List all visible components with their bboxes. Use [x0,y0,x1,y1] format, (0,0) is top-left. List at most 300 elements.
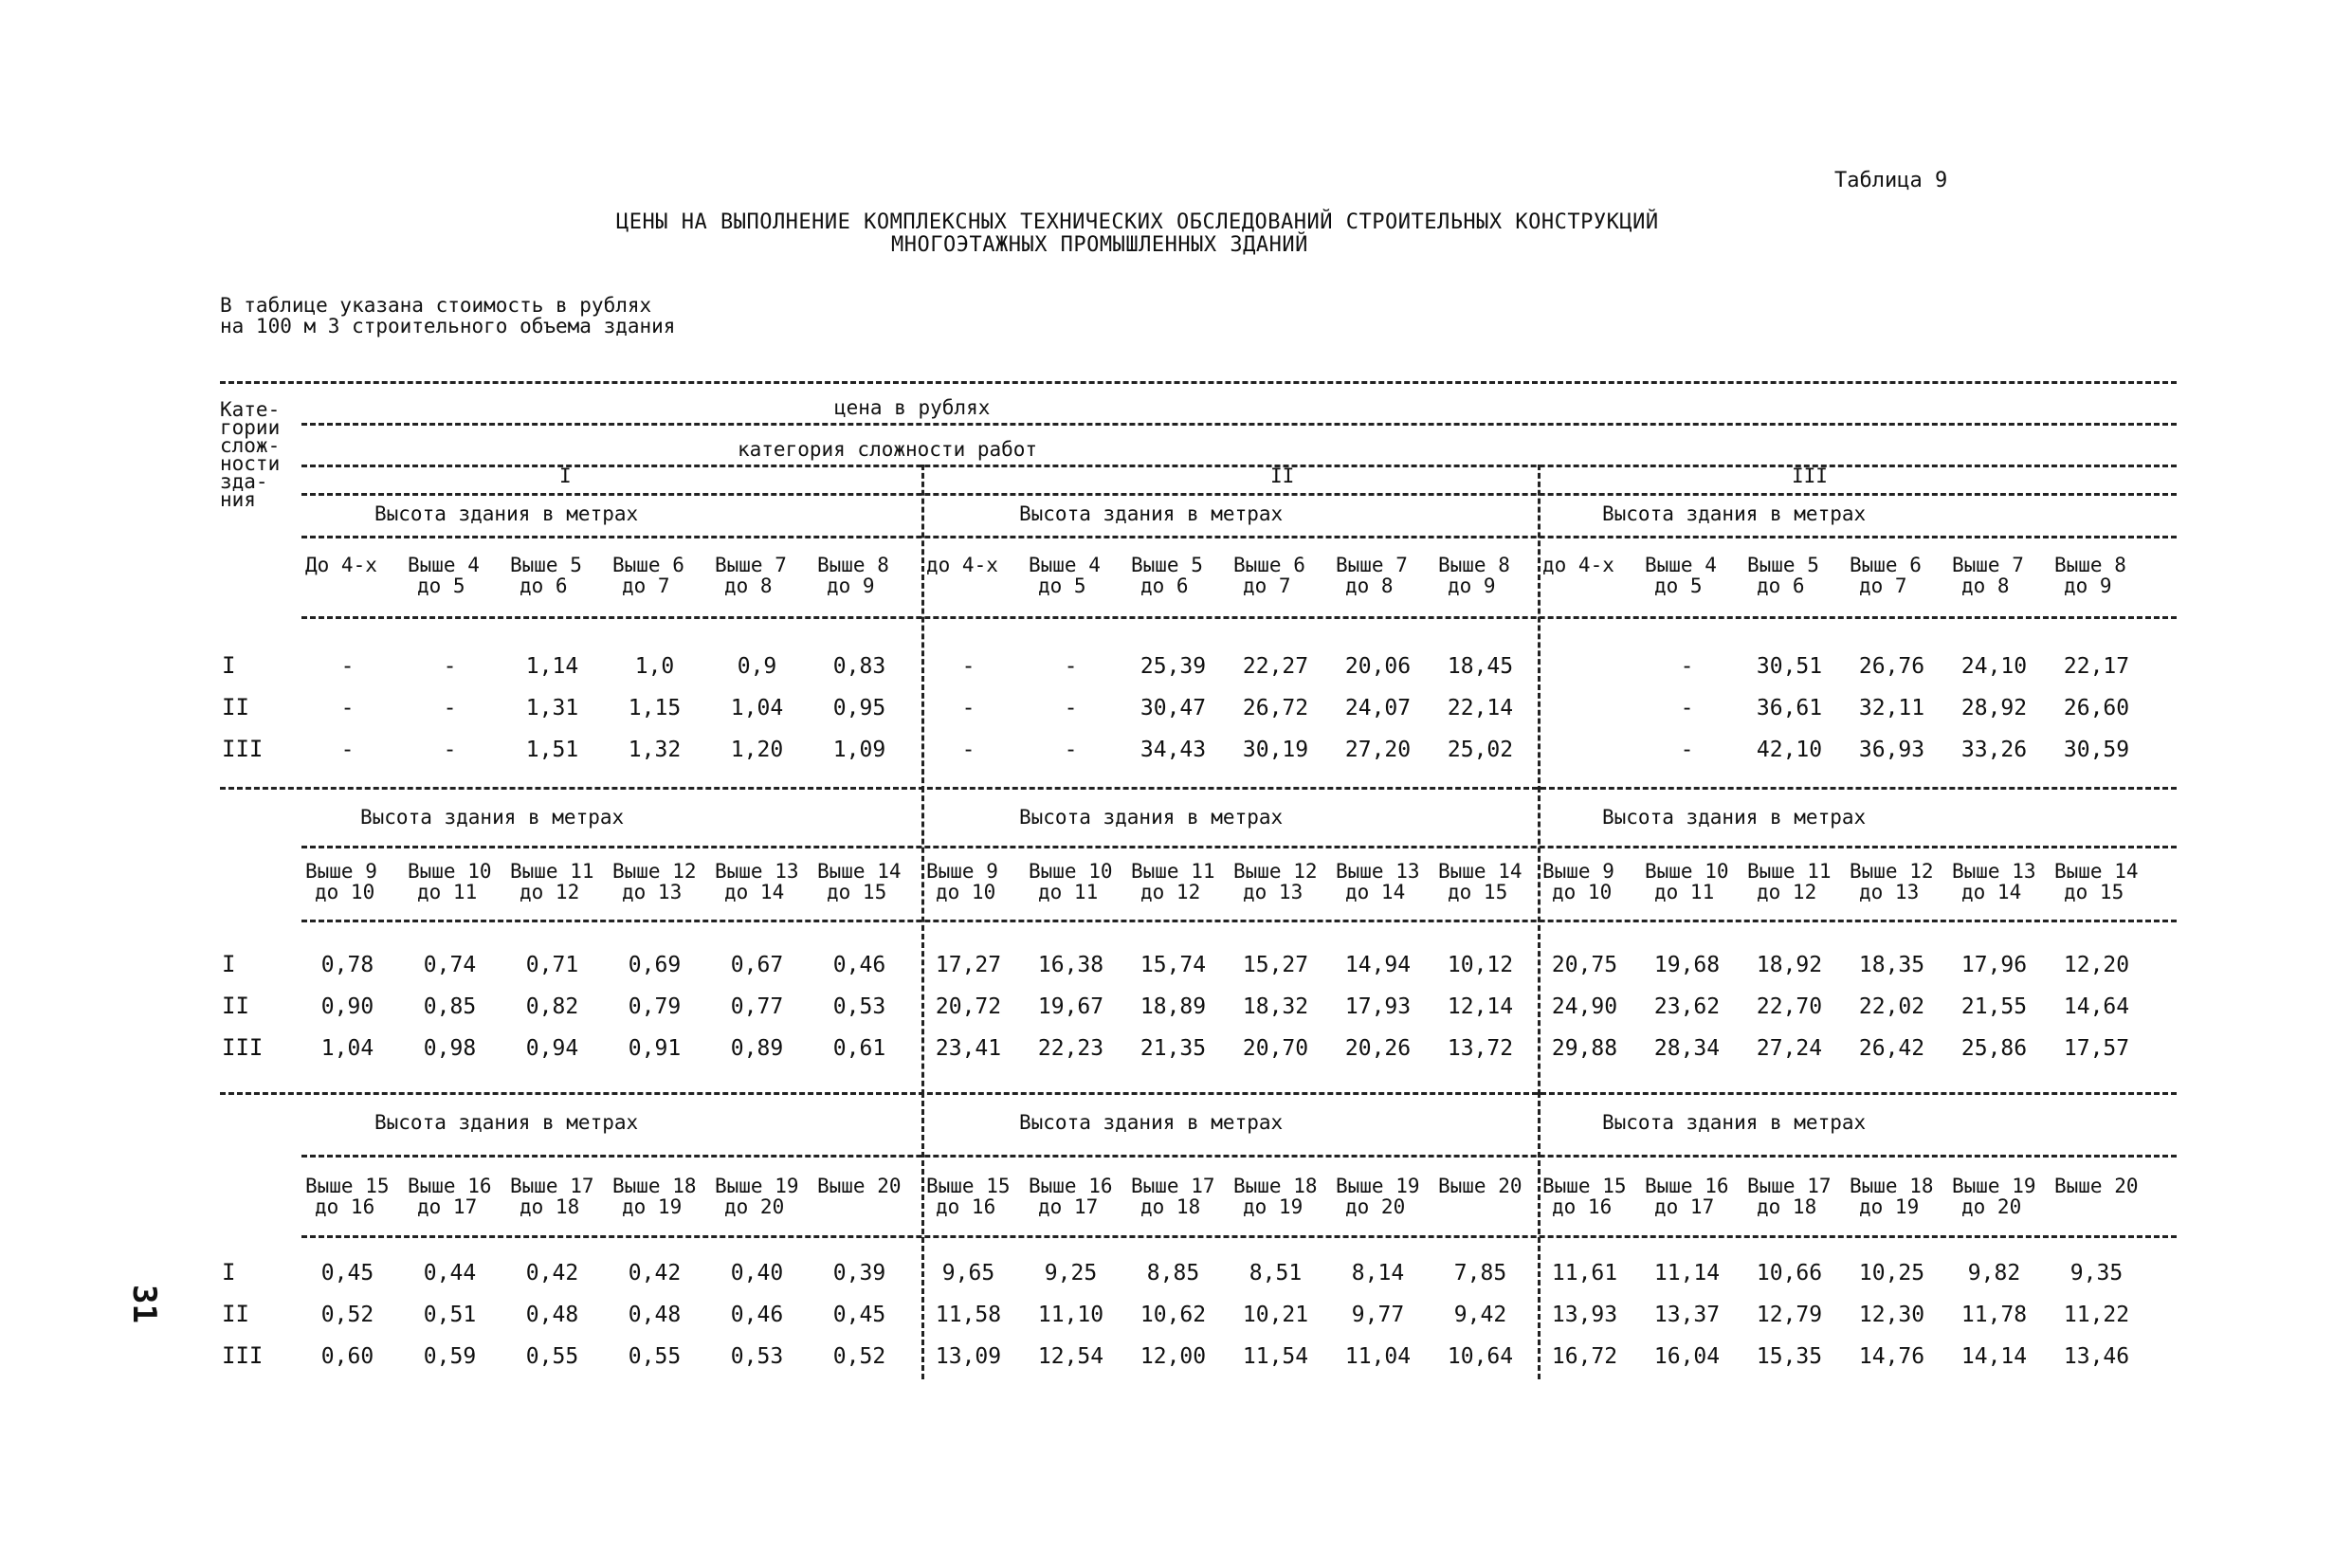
column-header-to: до 15 [827,881,887,903]
table-cell: 14,64 [2063,994,2130,1019]
column-header [715,555,810,596]
table-cell: 22,14 [1447,696,1514,720]
table-cell: 0,45 [832,1303,886,1327]
table-cell: 25,86 [1960,1036,2028,1061]
column-header-to: до 6 [520,574,568,597]
table-cell: 17,96 [1960,953,2028,977]
table-cell: 11,61 [1551,1261,1618,1285]
column-header-to: до 9 [2064,574,2112,597]
table-cell: 0,98 [423,1036,477,1061]
work-category-header: категория сложности работ [738,438,1038,461]
table-cell: 11,04 [1344,1344,1412,1369]
column-header-to: до 20 [1345,1195,1406,1218]
category-header-line: гории [220,416,281,439]
table-cell: 24,10 [1960,654,2028,679]
table-cell: 10,25 [1858,1261,1925,1285]
table-cell: - [1680,738,1694,762]
column-header [1131,861,1226,903]
column-header-from: Выше 6 [1850,554,1922,576]
height-header-rule [301,846,2177,848]
table-cell: 17,93 [1344,994,1412,1019]
height-header: Высота здания в метрах [1019,502,1284,525]
column-header-to: до 6 [1140,574,1189,597]
column-header [1850,1176,1944,1217]
column-header [1336,1176,1431,1217]
table-cell: 10,62 [1140,1303,1207,1327]
table-cell: - [1680,654,1694,679]
column-header-to: до 20 [724,1195,785,1218]
table-cell: 12,14 [1447,994,1514,1019]
column-header-to: до 14 [1961,881,2022,903]
height-header: Высота здания в метрах [1602,806,1867,829]
table-cell: 9,25 [1044,1261,1098,1285]
category-separator [1538,465,1541,792]
height-header: Высота здания в метрах [360,806,625,829]
table-cell: 20,75 [1551,953,1618,977]
table-cell: 11,54 [1242,1344,1309,1369]
column-header-to: до 5 [417,574,465,597]
table-cell: 8,51 [1249,1261,1303,1285]
table-cell: 34,43 [1140,738,1207,762]
table-cell: 18,45 [1447,654,1514,679]
column-header [1542,555,1637,575]
column-header-to: до 16 [1552,1195,1613,1218]
column-header [510,1176,605,1217]
table-cell: 0,52 [320,1303,374,1327]
table-cell: 14,94 [1344,953,1412,977]
column-header-to: до 17 [417,1195,478,1218]
column-header-to: до 19 [1859,1195,1920,1218]
column-header [1850,555,1944,596]
category-separator [1538,787,1541,1095]
table-cell: 8,14 [1351,1261,1405,1285]
table-cell: 16,38 [1037,953,1104,977]
table-cell: 33,26 [1960,738,2028,762]
column-header [2054,1176,2149,1196]
table-cell: 17,27 [935,953,1002,977]
column-header [1336,555,1431,596]
table-cell: 0,59 [423,1344,477,1369]
table-cell: 1,09 [832,738,886,762]
column-header-from: Выше 6 [612,554,684,576]
table-cell: 30,59 [2063,738,2130,762]
work-category-label: III [1792,465,1828,487]
table-cell: 13,46 [2063,1344,2130,1369]
row-label: I [222,951,236,977]
table-cell: 0,39 [832,1261,886,1285]
column-header-to: до 19 [622,1195,683,1218]
column-header-from: Выше 15 [1542,1175,1627,1197]
table-cell: 18,35 [1858,953,1925,977]
table-cell: 0,67 [730,953,784,977]
table-cell: 15,74 [1140,953,1207,977]
table-cell: 20,72 [935,994,1002,1019]
block-separator-rule [220,787,2177,790]
column-header-to: до 18 [1140,1195,1201,1218]
column-header-from: до 4-х [1542,554,1614,576]
table-cell: 0,94 [525,1036,579,1061]
table-cell: 29,88 [1551,1036,1618,1061]
column-header-to: до 11 [417,881,478,903]
column-header [1747,555,1842,596]
column-header-from: До 4-х [305,554,377,576]
table-cell: 30,19 [1242,738,1309,762]
column-header [1336,861,1431,903]
column-header-to: до 8 [1345,574,1394,597]
table-cell: - [340,738,355,762]
column-header [2054,861,2149,903]
table-cell: 0,78 [320,953,374,977]
column-header-from: Выше 16 [1645,1175,1729,1197]
column-header [1029,1176,1123,1217]
table-cell: 9,82 [1967,1261,2021,1285]
column-header [1850,861,1944,903]
column-header-to: до 13 [1859,881,1920,903]
column-header [1233,555,1328,596]
column-header [1645,1176,1740,1217]
table-cell: 12,00 [1140,1344,1207,1369]
column-header-to: до 18 [520,1195,580,1218]
table-cell: 0,95 [832,696,886,720]
table-cell: 22,23 [1037,1036,1104,1061]
category-header-line: ния [220,488,256,511]
column-header [305,1176,400,1217]
table-cell: 30,51 [1756,654,1823,679]
column-header [1438,1176,1533,1196]
column-header [408,861,502,903]
table-cell: 24,07 [1344,696,1412,720]
table-cell: 0,55 [628,1344,682,1369]
title-line-1: ЦЕНЫ НА ВЫПОЛНЕНИЕ КОМПЛЕКСНЫХ ТЕХНИЧЕСКИХ ОБСЛЕДОВАНИЙ СТРОИТЕЛЬНЫХ КОНСТРУКЦИЙ [616,210,1659,234]
column-header-from: Выше 12 [612,860,697,883]
table-cell: 0,91 [628,1036,682,1061]
table-cell: 0,45 [320,1261,374,1285]
table-cell: 1,0 [634,654,675,679]
column-header [1645,555,1740,596]
table-cell: - [340,696,355,720]
row-label: III [222,1342,264,1369]
table-cell: 26,42 [1858,1036,1925,1061]
note-line-1: В таблице указана стоимость в рублях [220,294,652,317]
column-header-from: Выше 5 [1747,554,1819,576]
column-header-to: до 12 [1140,881,1201,903]
column-header [1438,555,1533,596]
table-cell: 36,93 [1858,738,1925,762]
row-label: III [222,736,264,762]
block-separator-rule [220,1092,2177,1095]
price-header: цена в рублях [834,396,991,419]
table-cell: 0,69 [628,953,682,977]
height-header-rule [301,1155,2177,1158]
height-header: Высота здания в метрах [374,502,639,525]
table-cell: 14,76 [1858,1344,1925,1369]
table-cell: 26,72 [1242,696,1309,720]
table-cell: 9,42 [1453,1303,1507,1327]
table-cell: 17,57 [2063,1036,2130,1061]
table-cell: 25,02 [1447,738,1514,762]
table-cell: 19,67 [1037,994,1104,1019]
table-cell: 20,70 [1242,1036,1309,1061]
column-header [1952,555,2047,596]
column-header-from: Выше 14 [2054,860,2139,883]
table-cell: 11,22 [2063,1303,2130,1327]
column-header-from: Выше 17 [1131,1175,1215,1197]
column-header-to: до 13 [622,881,683,903]
column-header [1233,861,1328,903]
column-header-from: до 4-х [926,554,998,576]
column-header-to: до 14 [1345,881,1406,903]
column-header-from: Выше 13 [1336,860,1420,883]
category-header-line: ности [220,452,281,475]
table-cell: 23,62 [1653,994,1721,1019]
column-header-from: Выше 11 [1131,860,1215,883]
height-header: Высота здания в метрах [1602,502,1867,525]
column-header-from: Выше 18 [1850,1175,1934,1197]
table-cell: 0,51 [423,1303,477,1327]
table-cell: 22,02 [1858,994,1925,1019]
table-cell: 1,51 [525,738,579,762]
table-cell: 0,46 [730,1303,784,1327]
table-cell: 7,85 [1453,1261,1507,1285]
work-category-label: II [1270,465,1295,487]
table-cell: 9,77 [1351,1303,1405,1327]
column-header-from: Выше 19 [1952,1175,2036,1197]
table-cell: 0,42 [628,1261,682,1285]
column-header-from: Выше 20 [2054,1175,2139,1197]
table-cell: 0,85 [423,994,477,1019]
column-header-from: Выше 16 [1029,1175,1113,1197]
column-header [1131,1176,1226,1217]
column-header [926,555,1021,575]
column-header-from: Выше 7 [1952,554,2024,576]
column-header-from: Выше 9 [926,860,998,883]
height-header: Высота здания в метрах [1019,1111,1284,1134]
column-header-from: Выше 13 [1952,860,2036,883]
column-header-to: до 20 [1961,1195,2022,1218]
table-cell: 13,37 [1653,1303,1721,1327]
column-header [2054,555,2149,596]
table-cell: 0,83 [832,654,886,679]
table-cell: 18,32 [1242,994,1309,1019]
table-cell: 12,54 [1037,1344,1104,1369]
table-cell: 21,55 [1960,994,2028,1019]
table-cell: 0,89 [730,1036,784,1061]
column-header-to: до 7 [622,574,670,597]
table-cell: 14,14 [1960,1344,2028,1369]
column-header-to: до 11 [1654,881,1715,903]
table-cell: 20,06 [1344,654,1412,679]
column-header-to: до 5 [1038,574,1086,597]
work-category-label: I [559,465,572,487]
row-label: I [222,1259,236,1285]
table-cell: 1,04 [730,696,784,720]
column-header-from: Выше 10 [408,860,492,883]
table-cell: 16,04 [1653,1344,1721,1369]
column-header [817,555,912,596]
table-cell: 26,60 [2063,696,2130,720]
category-separator [921,465,924,792]
column-header-to: до 10 [315,881,375,903]
column-header-from: Выше 19 [1336,1175,1420,1197]
column-header [1747,1176,1842,1217]
column-header-from: Выше 14 [1438,860,1522,883]
column-header-to: до 12 [520,881,580,903]
column-header-to: до 8 [1961,574,2010,597]
table-cell: 11,14 [1653,1261,1721,1285]
table-cell: 13,93 [1551,1303,1618,1327]
column-header [1438,861,1533,903]
column-header-from: Выше 8 [1438,554,1510,576]
column-header-from: Выше 4 [408,554,480,576]
table-cell: 1,31 [525,696,579,720]
table-cell: 0,52 [832,1344,886,1369]
category-roman-rule [301,493,2177,496]
table-cell: - [1064,654,1078,679]
column-header-from: Выше 5 [510,554,582,576]
height-header-rule [301,536,2177,538]
column-header-to: до 16 [315,1195,375,1218]
column-header [817,1176,912,1196]
table-cell: 0,46 [832,953,886,977]
column-header [1747,861,1842,903]
column-header [1542,1176,1637,1217]
column-header-from: Выше 11 [510,860,594,883]
column-header [1542,861,1637,903]
column-header [408,555,502,596]
table-cell: 1,20 [730,738,784,762]
table-cell: 19,68 [1653,953,1721,977]
column-header [715,861,810,903]
column-header [1131,555,1226,596]
column-header-to: до 10 [936,881,996,903]
table-cell: - [961,654,975,679]
table-cell: - [443,696,457,720]
row-label: II [222,1301,249,1327]
table-cell: 0,79 [628,994,682,1019]
column-header-from: Выше 7 [715,554,787,576]
column-header-from: Выше 15 [926,1175,1011,1197]
table-cell: 13,09 [935,1344,1002,1369]
table-cell: 18,92 [1756,953,1823,977]
column-header-from: Выше 4 [1645,554,1717,576]
table-cell: 0,90 [320,994,374,1019]
column-header-from: Выше 18 [1233,1175,1318,1197]
column-header-to: до 15 [2064,881,2124,903]
column-header-to: до 15 [1448,881,1508,903]
column-header-to: до 12 [1757,881,1817,903]
title-line-2: МНОГОЭТАЖНЫХ ПРОМЫШЛЕННЫХ ЗДАНИЙ [891,233,1308,257]
table-cell: - [1064,738,1078,762]
table-cell: 22,27 [1242,654,1309,679]
table-cell: 28,92 [1960,696,2028,720]
column-header-from: Выше 19 [715,1175,799,1197]
table-cell: 12,20 [2063,953,2130,977]
column-header-from: Выше 13 [715,860,799,883]
table-cell: 0,55 [525,1344,579,1369]
column-header-to: до 9 [1448,574,1496,597]
column-header [1952,861,2047,903]
table-cell: - [1064,696,1078,720]
column-header-from: Выше 16 [408,1175,492,1197]
column-header [408,1176,502,1217]
column-header [1952,1176,2047,1217]
table-cell: 28,34 [1653,1036,1721,1061]
column-header-from: Выше 7 [1336,554,1408,576]
table-cell: - [1680,696,1694,720]
table-cell: 8,85 [1146,1261,1200,1285]
column-header-to: до 8 [724,574,773,597]
column-header [926,861,1021,903]
table-cell: 36,61 [1756,696,1823,720]
table-cell: 10,21 [1242,1303,1309,1327]
column-header-to: до 7 [1859,574,1907,597]
category-header-line: Кате- [220,398,281,421]
table-cell: - [443,738,457,762]
table-cell: 11,58 [935,1303,1002,1327]
table-cell: 32,11 [1858,696,1925,720]
table-cell: 27,20 [1344,738,1412,762]
table-top-rule [220,381,2177,384]
column-header-from: Выше 20 [1438,1175,1522,1197]
column-header [1233,1176,1328,1217]
column-header-from: Выше 14 [817,860,902,883]
column-header [612,861,707,903]
column-header-from: Выше 12 [1850,860,1934,883]
table-cell: 9,65 [941,1261,995,1285]
page-number: 31 [125,1285,163,1323]
column-header-to: до 19 [1243,1195,1304,1218]
table-cell: 1,15 [628,696,682,720]
column-header-from: Выше 20 [817,1175,902,1197]
table-cell: 0,77 [730,994,784,1019]
column-header [715,1176,810,1217]
column-header-from: Выше 8 [817,554,889,576]
height-header: Высота здания в метрах [1602,1111,1867,1134]
column-header-from: Выше 10 [1029,860,1113,883]
table-cell: 30,47 [1140,696,1207,720]
table-cell: 0,82 [525,994,579,1019]
column-header-from: Выше 9 [1542,860,1614,883]
row-label: III [222,1034,264,1061]
column-header-from: Выше 17 [1747,1175,1832,1197]
column-header [305,861,400,903]
column-header-to: до 5 [1654,574,1703,597]
column-header [612,1176,707,1217]
column-header [612,555,707,596]
table-cell: 12,79 [1756,1303,1823,1327]
table-cell: 0,42 [525,1261,579,1285]
column-header-from: Выше 4 [1029,554,1101,576]
column-header [817,861,912,903]
table-cell: 0,60 [320,1344,374,1369]
column-header-rule [301,616,2177,619]
row-label: II [222,694,249,720]
column-header-from: Выше 8 [2054,554,2126,576]
column-header-to: до 13 [1243,881,1304,903]
table-cell: 1,14 [525,654,579,679]
table-cell: 26,76 [1858,654,1925,679]
table-cell: - [961,696,975,720]
table-cell: 18,89 [1140,994,1207,1019]
table-cell: 15,35 [1756,1344,1823,1369]
column-header-to: до 18 [1757,1195,1817,1218]
table-cell: 0,71 [525,953,579,977]
table-cell: 1,04 [320,1036,374,1061]
height-header: Высота здания в метрах [374,1111,639,1134]
column-header-from: Выше 17 [510,1175,594,1197]
column-header-to: до 17 [1654,1195,1715,1218]
table-cell: 13,72 [1447,1036,1514,1061]
